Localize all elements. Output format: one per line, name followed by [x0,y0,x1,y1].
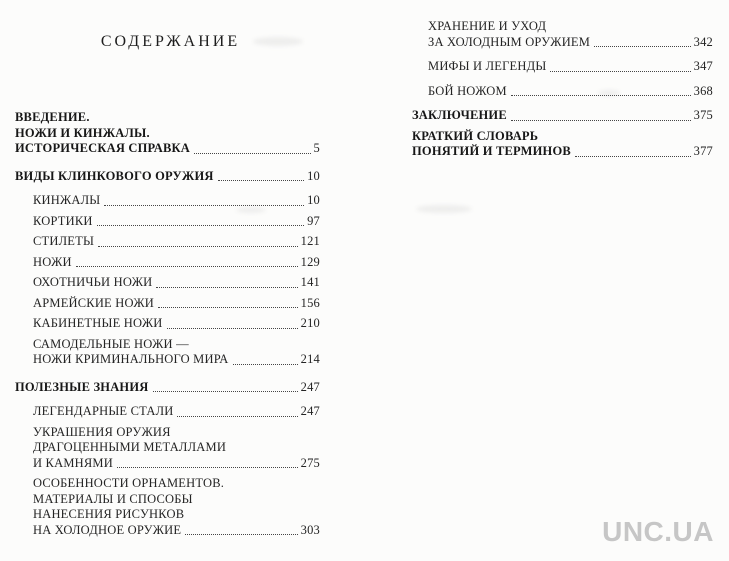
toc-entry-label: УКРАШЕНИЯ ОРУЖИЯ [33,424,171,439]
toc-entry [15,255,320,271]
toc-entry [412,84,713,100]
toc-entry-label: МАТЕРИАЛЫ И СПОСОБЫ [33,491,193,506]
dot-leader [233,364,298,365]
page-number: 375 [693,108,713,122]
scan-smudge [416,205,472,213]
toc-entry-label: ЛЕГЕНДАРНЫЕ СТАЛИ [33,404,174,418]
toc-entry [412,108,713,124]
toc-entry-label: И КАМНЯМИ [33,455,113,470]
page-number: 129 [300,254,320,269]
page-number: 97 [307,213,320,228]
dot-leader [594,46,691,47]
left-page-toc-entries [15,110,320,538]
dot-leader [575,156,691,157]
toc-entry [15,214,320,230]
page-number: 156 [300,295,320,310]
toc-entry [15,425,320,472]
page-number: 214 [300,352,320,366]
toc-entry-label: ПОНЯТИЙ И ТЕРМИНОВ [412,144,571,158]
toc-entry [15,193,320,209]
page-number: 247 [300,379,320,394]
toc-entry-label: КРАТКИЙ СЛОВАРЬ [412,128,539,143]
dot-leader [167,328,298,329]
page-number: 347 [693,59,713,73]
toc-entry [15,110,320,157]
toc-entry-label: ВИДЫ КЛИНКОВОГО ОРУЖИЯ [15,168,214,183]
dot-leader [218,180,304,181]
watermark: UNC.UA [602,516,714,547]
toc-entry-label: КАБИНЕТНЫЕ НОЖИ [33,316,163,330]
dot-leader [104,205,304,206]
toc-entry [15,316,320,332]
toc-entry-label: НОЖИ И КИНЖАЛЫ. [15,125,150,140]
dot-leader [511,95,691,96]
dot-leader [177,416,297,417]
dot-leader [185,534,297,535]
toc-entry-label: ОСОБЕННОСТИ ОРНАМЕНТОВ. [33,476,225,490]
toc-entry-label: ОХОТНИЧЬИ НОЖИ [33,275,153,289]
page-number: 10 [307,168,320,183]
toc-entry-label: КОРТИКИ [33,213,93,228]
right-page [412,0,713,165]
toc-entry-label: АРМЕЙСКИЕ НОЖИ [33,295,154,310]
toc-entry-label: НА ХОЛОДНОЕ ОРУЖИЕ [33,522,182,537]
page-number: 247 [300,404,320,418]
dot-leader [76,266,298,267]
toc-entry-label: ЗА ХОЛОДНЫМ ОРУЖИЕМ [428,34,591,49]
toc-entry-label: САМОДЕЛЬНЫЕ НОЖИ — [33,336,189,351]
dot-leader [158,307,298,308]
page-number: 275 [300,455,320,470]
toc-entry-label: МИФЫ И ЛЕГЕНДЫ [428,59,547,73]
toc-entry [412,59,713,75]
page-number: 10 [307,193,320,207]
page-number: 303 [300,522,320,537]
toc-entry-label: НАНЕСЕНИЯ РИСУНКОВ [33,507,185,521]
toc-entry-label: ДРАГОЦЕННЫМИ МЕТАЛЛАМИ [33,440,227,454]
page-number: 141 [300,275,320,289]
dot-leader [153,391,298,392]
toc-entry [412,19,713,50]
toc-entry [15,296,320,312]
toc-entry [15,275,320,291]
left-page [15,0,320,543]
dot-leader [156,287,297,288]
toc-entry [15,404,320,420]
dot-leader [511,120,691,121]
toc-entry-label: НОЖИ КРИМИНАЛЬНОГО МИРА [33,352,229,366]
toc-entry [15,234,320,250]
toc-entry [412,129,713,160]
page-number: 377 [693,144,713,158]
toc-entry [15,476,320,538]
right-page-toc-entries [412,19,713,160]
toc-entry-label: СТИЛЕТЫ [33,234,95,248]
toc-entry [15,380,320,396]
toc-entry-label: ПОЛЕЗНЫЕ ЗНАНИЯ [15,379,149,394]
dot-leader [117,467,298,468]
toc-entry-label: КИНЖАЛЫ [33,193,101,207]
page-number: 121 [300,234,320,248]
toc-entry [15,169,320,185]
dot-leader [98,246,298,247]
dot-leader [550,71,690,72]
page-number: 368 [693,83,713,98]
toc-title: СОДЕРЖАНИЕ [100,33,241,50]
toc-entry-label: БОЙ НОЖОМ [428,83,507,98]
page-number: 342 [693,34,713,49]
dot-leader [194,153,311,154]
page-number: 210 [300,316,320,330]
toc-entry-label: ЗАКЛЮЧЕНИЕ [412,108,507,122]
toc-entry-label: ИСТОРИЧЕСКАЯ СПРАВКА [15,141,191,155]
toc-entry [15,337,320,368]
toc-entry-label: НОЖИ [33,254,72,269]
toc-entry-label: ХРАНЕНИЕ И УХОД [428,19,547,33]
page-number: 5 [313,141,320,155]
dot-leader [97,225,305,226]
toc-entry-label: ВВЕДЕНИЕ. [15,110,90,124]
